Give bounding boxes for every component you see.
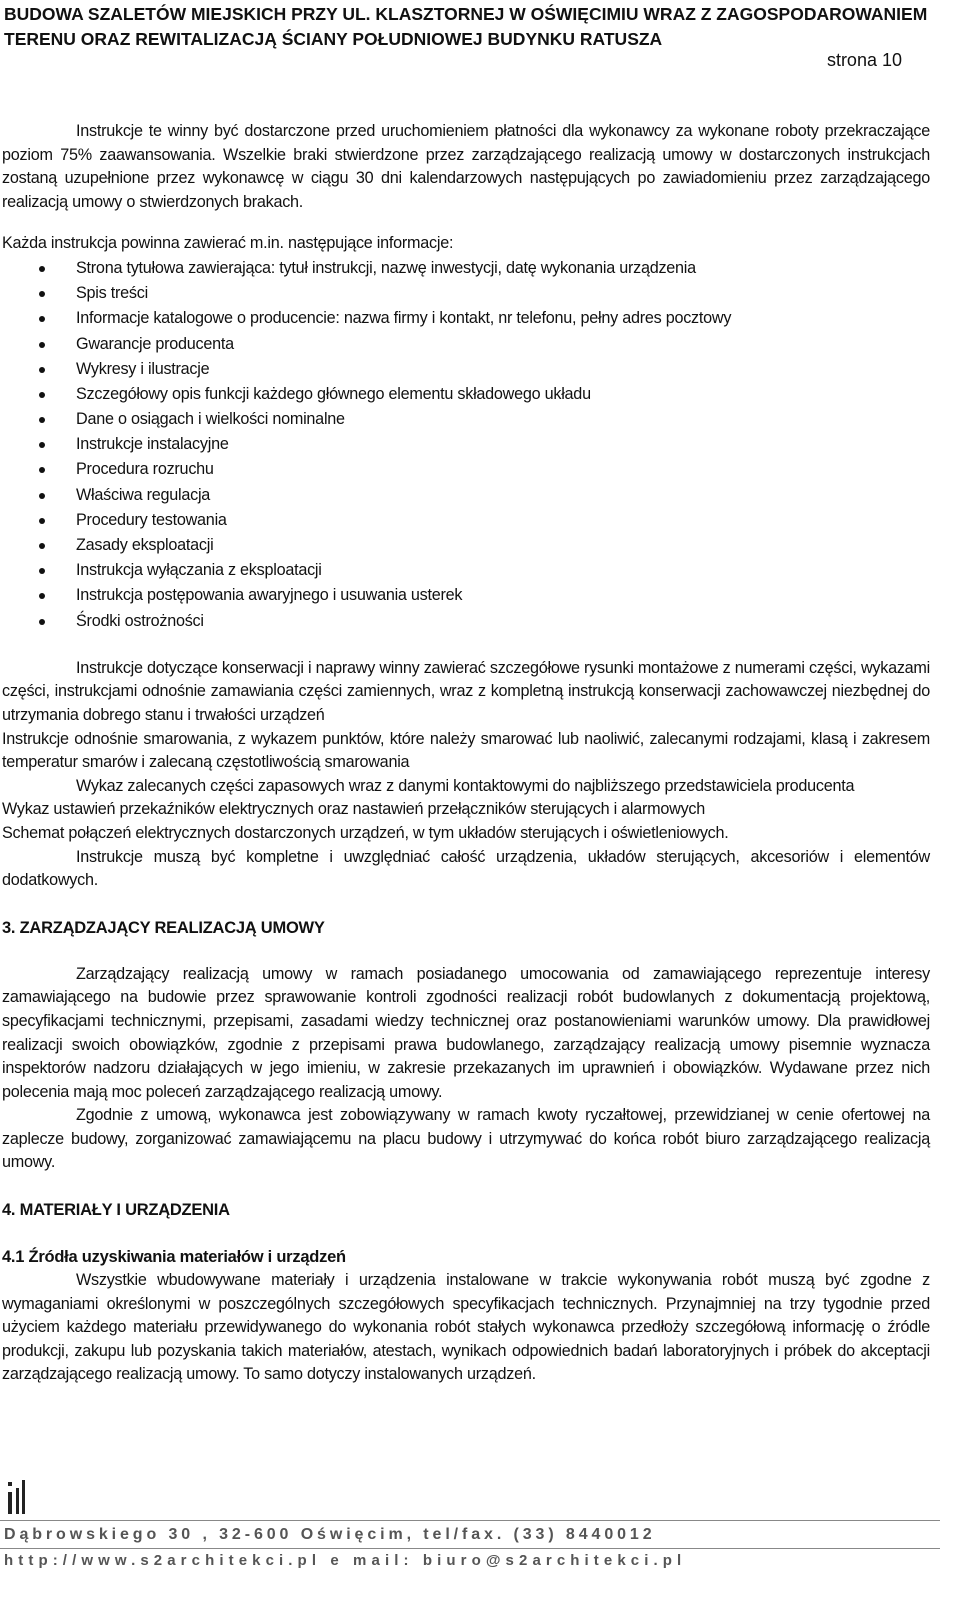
footer-divider: [0, 1520, 940, 1521]
list-item: Instrukcja wyłączania z eksploatacji: [2, 558, 930, 583]
list-item: Dane o osiągach i wielkości nominalne: [2, 407, 930, 432]
footer-divider: [0, 1548, 940, 1549]
wiring-diagram-paragraph: Schemat połączeń elektrycznych dostarczonych urządzeń, w tym układów sterujących i oświetleniowych.: [2, 823, 729, 842]
list-item: Środki ostrożności: [2, 609, 930, 634]
footer-contact: http://www.s2architekci.pl e mail: biuro@s2architekci.pl: [4, 1552, 687, 1569]
document-body: [2, 120, 930, 1387]
relay-settings-paragraph: Wykaz ustawień przekaźników elektrycznych oraz nastawień przełączników sterujących i alarmowych: [2, 800, 706, 819]
instruction-contents-list: [2, 256, 930, 634]
list-item: Informacje katalogowe o producencie: nazwa firmy i kontakt, nr telefonu, pełny adres pocztowy: [2, 306, 930, 331]
list-item: Procedury testowania: [2, 508, 930, 533]
list-item: Procedura rozruchu: [2, 457, 930, 482]
section-4-1-paragraph: Wszystkie wbudowywane materiały i urządzenia instalowane w trakcie wykonywania robót muszą być zgodne z wymaganiami określonymi w poszczególnych szczegółowych specyfikacjach technicznych. Przynajmniej na trzy tygodnie przed użyciem każdego materiału przewidywanego do wykonania robót stałych wykonawca przedłoży szczegółową informację o źródle produkcji, zakupu lub pozyskania takich materiałów, atestach, wynikach odpowiednich badań laboratoryjnych i próbek do akceptacji zarządzającego realizacją umowy. To samo dotyczy instalowanych urządzeń.: [2, 1271, 930, 1384]
list-item: Zasady eksploatacji: [2, 533, 930, 558]
footer-address: Dąbrowskiego 30 , 32-600 Oświęcim, tel/fax. (33) 8440012: [4, 1526, 656, 1543]
list-item: Gwarancje producenta: [2, 332, 930, 357]
list-item: Instrukcja postępowania awaryjnego i usuwania usterek: [2, 583, 930, 608]
section-4-heading: 4. MATERIAŁY I URZĄDZENIA: [2, 1201, 230, 1220]
header-title-line-2: TERENU ORAZ REWITALIZACJĄ ŚCIANY POŁUDNIOWEJ BUDYNKU RATUSZA: [4, 29, 663, 49]
page-number: strona 10: [826, 50, 902, 70]
list-intro: Każda instrukcja powinna zawierać m.in. następujące informacje:: [2, 234, 454, 253]
list-item: Właściwa regulacja: [2, 483, 930, 508]
section-3-heading: 3. ZARZĄDZAJĄCY REALIZACJĄ UMOWY: [2, 918, 325, 937]
spare-parts-paragraph: Wykaz zalecanych części zapasowych wraz z danymi kontaktowymi do najbliższego przedstawiciela producenta: [76, 776, 855, 795]
intro-paragraph: Instrukcje te winny być dostarczone przed uruchomieniem płatności dla wykonawcy za wykonane roboty przekraczające poziom 75% zaawansowania. Wszelkie braki stwierdzone przez zarządzającego realizacją umowy w dostarczonych instrukcjach zostaną uzupełnione przez wykonawcę w ciągu 30 dni kalendarzowych następujących po zawiadomieniu przez zarządzającego realizacją umowy o stwierdzonych brakach.: [2, 122, 930, 211]
lubrication-paragraph: Instrukcje odnośnie smarowania, z wykazem punktów, które należy smarować lub naoliwić, zalecanymi rodzajami, klasą i zakresem temperatur smarów i zalecaną częstotliwością smarowania: [2, 729, 930, 772]
list-item: Strona tytułowa zawierająca: tytuł instrukcji, nazwę inwestycji, datę wykonania urządzenia: [2, 256, 930, 281]
list-item: Instrukcje instalacyjne: [2, 432, 930, 457]
list-item: Wykresy i ilustracje: [2, 357, 930, 382]
header-title-line-1: BUDOWA SZALETÓW MIEJSKICH PRZY UL. KLASZTORNEJ W OŚWIĘCIMIU WRAZ Z ZAGOSPODAROWANIEM: [4, 4, 928, 24]
section-4-1-heading: 4.1 Źródła uzyskiwania materiałów i urządzeń: [2, 1248, 346, 1267]
maintenance-paragraph: Instrukcje dotyczące konserwacji i naprawy winny zawierać szczegółowe rysunki montażowe z numerami części, wykazami części, instrukcjami odnośnie zamawiania części zamiennych, wraz z kompletną instrukcją konserwacji zachowawczej niezbędnej do utrzymania dobrego stanu i trwałości urządzeń: [2, 658, 930, 724]
architects-logo-icon: [6, 1478, 30, 1518]
list-item: Szczegółowy opis funkcji każdego głównego elementu składowego układu: [2, 382, 930, 407]
section-3-paragraph-2: Zgodnie z umową, wykonawca jest zobowiązywany w ramach kwoty ryczałtowej, przewidzianej w cenie ofertowej na zaplecze budowy, zorganizować zamawiającemu na placu budowy i utrzymywać do końca robót biuro zarządzającego realizacją umowy.: [2, 1106, 930, 1172]
section-3-paragraph-1: Zarządzający realizacją umowy w ramach posiadanego umocowania od zamawiającego reprezentuje interesy zamawiającego na budowie przez sprawowanie kontroli zgodności realizacji robót budowlanych z dokumentacją projektową, specyfikacjami technicznymi, przepisami, zasadami wiedzy technicznej oraz postanowieniami warunków umowy. Dla prawidłowej realizacji swoich obowiązków, zgodnie z przepisami prawa budowlanego, zarządzający realizacją umowy pisemnie wyznacza inspektorów nadzoru działających w jego imieniu, w zakresie przekazanych im uprawnień i obowiązków. Wydawane przez nich polecenia mają moc poleceń zarządzającego realizacją umowy.: [2, 964, 930, 1101]
completeness-paragraph: Instrukcje muszą być kompletne i uwzględniać całość urządzenia, układów sterujących, akcesoriów i elementów dodatkowych.: [2, 847, 930, 890]
document-header: [4, 2, 944, 52]
list-item: Spis treści: [2, 281, 930, 306]
